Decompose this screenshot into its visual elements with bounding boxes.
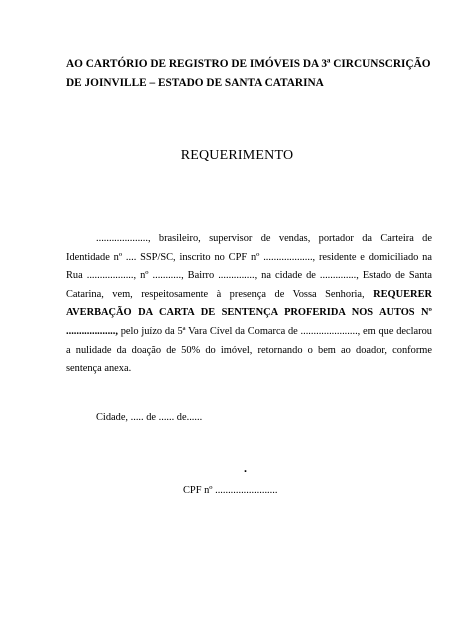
cpf-signature-line: CPF nº ........................ (183, 485, 278, 496)
addressee-heading (66, 55, 436, 93)
request-text-part-2: pelo juízo da 5ª Vara Cível da Comarca de ......................, em que declarou a nulidade da doação de 50% do imóvel, retornando o bem ao doador, conforme sentença anexa. (66, 325, 432, 375)
request-text-part-1: ...................., brasileiro, supervisor de vendas, portador da Carteira de Identidade nº .... SSP/SC, inscrito no CPF nº ..................., residente e domiciliado na Rua .................., nº ..........., Bairro .............., na cidade de .............., Estado de Santa Catarina, vem, respeitosamente à presença de Vossa Senhoria, (66, 233, 432, 300)
addressee-line-1: AO CARTÓRIO DE REGISTRO DE IMÓVEIS DA 3ª CIRCUNSCRIÇÃO (66, 58, 431, 70)
request-paragraph (66, 230, 432, 379)
document-title: REQUERIMENTO (180, 148, 294, 163)
place-date-line: Cidade, ..... de ...... de...... (96, 412, 203, 423)
request-text-bold: REQUERER AVERBAÇÃO DA CARTA DE SENTENÇA PROFERIDA NOS AUTOS Nº ..................., (66, 288, 432, 337)
addressee-line-2: DE JOINVILLE – ESTADO DE SANTA CATARINA (66, 77, 324, 89)
signature-mark: . (244, 461, 247, 475)
